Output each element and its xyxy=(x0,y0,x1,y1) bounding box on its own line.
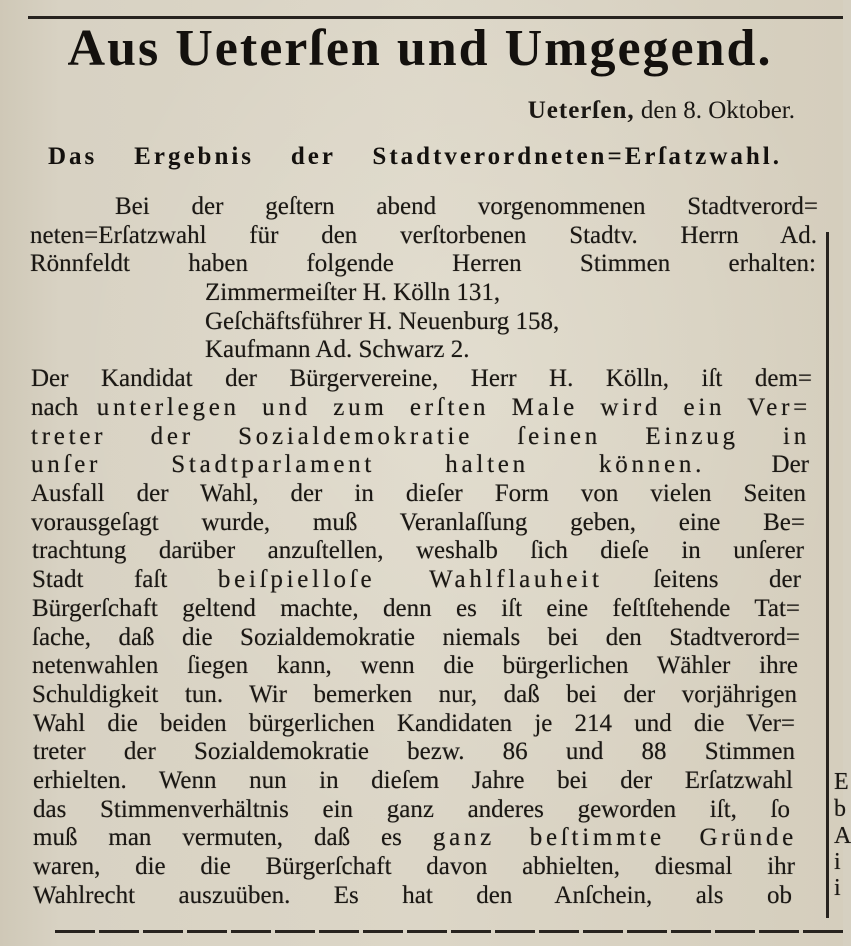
line-text: Bürgerſchaft geltend machte, denn es iſt eine feſtſtehende Tat= xyxy=(32,595,800,622)
line-text: Geſchäftsführer H. Neuenburg 158, xyxy=(205,308,560,335)
article-line xyxy=(31,451,809,479)
line-text: Bei der geſtern abend vorgenommenen Stadtverord= xyxy=(115,193,818,220)
spaced-emphasis: ganz beſtimmte Gründe xyxy=(432,824,797,851)
article-line xyxy=(33,824,797,852)
candidate-line xyxy=(205,279,500,307)
spaced-emphasis: treter der Sozialdemokratie ſeinen Einzug in xyxy=(31,423,810,450)
line-text: Schuldigkeit tun. Wir bemerken nur, daß bei der vorjährigen xyxy=(32,681,797,708)
article-line xyxy=(33,710,795,738)
line-text: waren, die die Bürgerſchaft davon abhielten, diesmal ihr xyxy=(33,853,795,880)
article-line xyxy=(31,365,812,393)
spaced-emphasis: unterlegen und zum erſten Male wird ein Ver= xyxy=(96,394,811,421)
article-line xyxy=(33,853,795,881)
article-line xyxy=(32,681,797,709)
line-text: muß man vermuten, daß es xyxy=(33,824,433,851)
next-column-edge xyxy=(834,0,851,946)
article-title: Das Ergebnis der Stadtverordneten=Erſatzwahl. xyxy=(48,143,782,170)
spaced-emphasis: beiſpielloſe Wahlflauheit xyxy=(217,566,603,593)
article-line xyxy=(31,509,805,537)
article-line xyxy=(32,537,804,565)
next-column-fragment: A xyxy=(834,823,851,849)
line-text: Wahlrecht auszuüben. Es hat den Anſchein, als ob xyxy=(33,882,792,909)
dateline-date: den 8. Oktober. xyxy=(640,97,795,124)
article-line xyxy=(32,652,798,680)
line-text: Wahl die beiden bürgerlichen Kandidaten je 214 und die Ver= xyxy=(33,710,795,737)
line-text: Ausfall der Wahl, der in dieſer Form von vielen Seiten xyxy=(31,480,806,507)
next-column-fragment: i xyxy=(834,849,841,875)
line-text: erhielten. Wenn nun in dieſem Jahre bei der Erſatzwahl xyxy=(33,767,793,794)
dateline-place: Ueterſen, xyxy=(527,97,635,124)
line-text: neten=Erſatzwahl für den verſtorbenen Stadtv. Herrn Ad. xyxy=(30,222,817,249)
line-text: nach xyxy=(31,394,97,421)
article-line xyxy=(33,738,795,766)
line-text: vorausgeſagt wurde, muß Veranlaſſung geben, eine Be= xyxy=(31,509,805,536)
line-text: Stadt faſt xyxy=(32,566,218,593)
next-column-fragment: E xyxy=(834,769,849,795)
article-line xyxy=(33,767,793,795)
article-line xyxy=(33,882,792,910)
section-headline: Aus Ueterſen und Umgegend. xyxy=(67,20,773,77)
line-text: Zimmermeiſter H. Kölln 131, xyxy=(205,279,501,306)
column-rule xyxy=(826,232,829,918)
next-column-fragment: i xyxy=(834,875,841,901)
line-text: netenwahlen ſiegen kann, wenn die bürgerlichen Wähler ihre xyxy=(32,652,798,679)
article-line xyxy=(32,566,801,594)
line-text: ſache, daß die Sozialdemokratie niemals bei den Stadtverord= xyxy=(32,624,800,651)
line-text: ſeitens der xyxy=(602,566,801,593)
next-column-fragment: b xyxy=(834,796,846,822)
line-text: trachtung darüber anzuſtellen, weshalb ſich dieſe in unſerer xyxy=(32,537,804,564)
article-line xyxy=(30,250,816,278)
article-line xyxy=(32,624,800,652)
line-text: Der xyxy=(705,451,809,478)
candidate-line xyxy=(205,308,559,336)
article-line xyxy=(31,394,811,422)
article-line xyxy=(31,423,810,451)
line-text: Kaufmann Ad. Schwarz 2. xyxy=(205,336,470,363)
spaced-emphasis: unſer Stadtparlament halten können. xyxy=(31,451,706,478)
article-line xyxy=(115,193,818,221)
line-text: treter der Sozialdemokratie bezw. 86 und 88 Stimmen xyxy=(33,738,795,765)
candidate-line xyxy=(205,336,470,364)
dateline xyxy=(528,96,795,126)
line-text: das Stimmenverhältnis ein ganz anderes geworden iſt, ſo xyxy=(33,796,790,823)
article-line xyxy=(33,796,790,824)
article-line xyxy=(31,480,806,508)
line-text: Rönnfeldt haben folgende Herren Stimmen erhalten: xyxy=(30,250,816,277)
line-text: Der Kandidat der Bürgervereine, Herr H. Kölln, iſt dem= xyxy=(31,365,812,392)
bottom-rule xyxy=(55,930,843,933)
article-line xyxy=(32,595,800,623)
article-line xyxy=(30,222,817,250)
